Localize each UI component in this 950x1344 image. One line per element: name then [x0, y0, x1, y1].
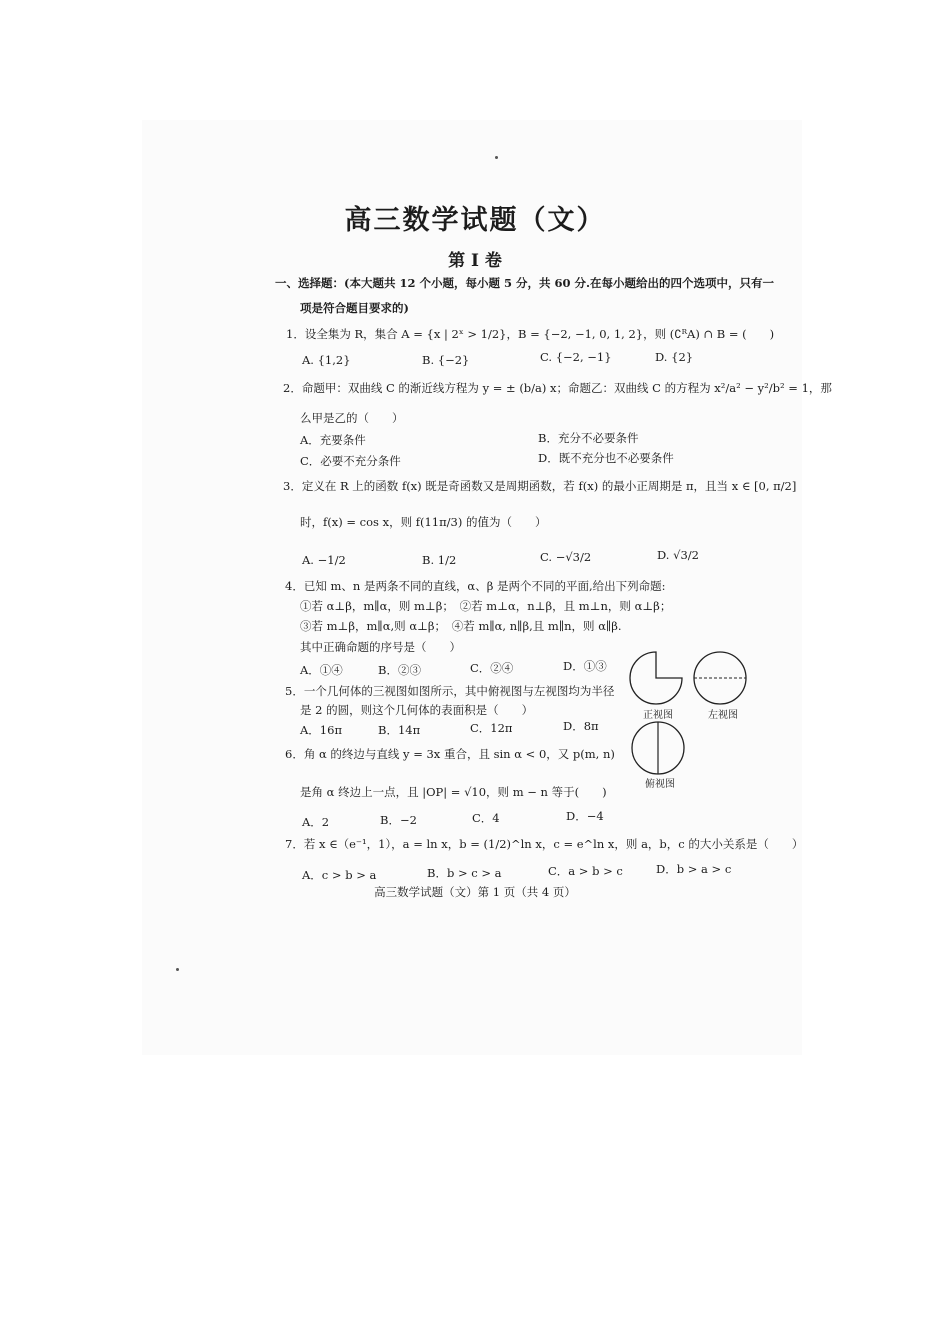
q2-option-b: B．充分不必要条件	[538, 431, 639, 445]
q1-option-b: B. {−2}	[422, 353, 470, 367]
q4-option-d: D．①③	[563, 659, 607, 673]
front-view	[630, 652, 682, 704]
q1-option-a: A. {1,2}	[302, 353, 351, 367]
page-title: 高三数学试题（文）	[344, 205, 606, 236]
q6-option-a: A．2	[302, 815, 330, 829]
q3-option-d: D. √3/2	[657, 548, 699, 562]
page-footer: 高三数学试题（文）第 1 页（共 4 页）	[374, 885, 576, 899]
question-6-stem: 6．角 α 的终边与直线 y = 3x 重合，且 sin α < 0，又 p(m, n)	[285, 747, 615, 761]
q2-option-a: A．充要条件	[300, 433, 366, 447]
q6-option-d: D．−4	[566, 809, 604, 823]
section-heading-line1: 一、选择题：(本大题共 12 个小题，每小题 5 分，共 60 分.在每小题给出的四个选项中，只有一	[275, 276, 774, 290]
q1-option-c: C. {−2, −1}	[540, 350, 612, 364]
question-4-prompt: 其中正确命题的序号是（ ）	[300, 640, 461, 654]
top-view-caption: 俯视图	[645, 779, 675, 790]
q7-option-c: C．a > b > c	[548, 864, 623, 878]
q5-option-c: C．12π	[470, 721, 513, 735]
q1-option-d: D. {2}	[655, 350, 694, 364]
question-3-stem-cont: 时，f(x) = cos x，则 f(11π/3) 的值为（ ）	[300, 515, 547, 529]
question-3-stem: 3．定义在 R 上的函数 f(x) 既是奇函数又是周期函数，若 f(x) 的最小正周期是 π，且当 x ∈ [0, π/2]	[283, 479, 797, 493]
scan-speck	[495, 156, 498, 159]
question-1-stem: 1．设全集为 R，集合 A = {x | 2ˣ > 1/2}，B = {−2, −1, 0, 1, 2}，则 (∁ᴿA) ∩ B = ( )	[286, 327, 775, 341]
section-heading-line2: 项是符合题目要求的)	[300, 301, 409, 315]
q7-option-d: D．b > a > c	[656, 862, 732, 876]
q6-option-c: C．4	[472, 811, 500, 825]
three-view-figure	[620, 648, 756, 808]
top-view	[632, 722, 684, 774]
scan-speck	[176, 968, 179, 971]
question-4-stem: 4．已知 m、n 是两条不同的直线，α、β 是两个不同的平面,给出下列命题:	[285, 579, 666, 593]
question-2-stem-cont: 么甲是乙的（ ）	[300, 411, 404, 425]
q5-option-a: A．16π	[300, 723, 342, 737]
question-7-stem: 7．若 x ∈（e⁻¹，1），a = ln x，b = (1/2)^ln x，c = e^ln x，则 a，b，c 的大小关系是（ ）	[285, 837, 804, 851]
question-2-stem: 2．命题甲：双曲线 C 的渐近线方程为 y = ± (b/a) x；命题乙：双曲线 C 的方程为 x²/a² − y²/b² = 1，那	[283, 381, 832, 395]
q3-option-c: C. −√3/2	[540, 550, 592, 564]
q4-option-a: A．①④	[300, 663, 343, 677]
q2-option-d: D．既不充分也不必要条件	[538, 451, 674, 465]
question-4-prop-1-2: ①若 α⊥β，m∥α，则 m⊥β； ②若 m⊥α，n⊥β，且 m⊥n，则 α⊥β；	[300, 599, 672, 613]
volume-label: 第 I 卷	[448, 251, 502, 271]
q7-option-a: A．c > b > a	[302, 868, 377, 882]
q3-option-a: A. −1/2	[302, 553, 346, 567]
q7-option-b: B．b > c > a	[427, 866, 502, 880]
front-view-caption: 正视图	[643, 710, 673, 721]
q4-option-c: C．②④	[470, 661, 514, 675]
q5-option-b: B．14π	[378, 723, 421, 737]
q5-option-d: D．8π	[563, 719, 599, 733]
q2-option-c: C．必要不充分条件	[300, 454, 401, 468]
q3-option-b: B. 1/2	[422, 553, 457, 567]
q4-option-b: B．②③	[378, 663, 421, 677]
question-4-prop-3-4: ③若 m⊥β，m∥α,则 α⊥β； ④若 m∥α, n∥β,且 m∥n，则 α∥β.	[300, 619, 622, 633]
question-6-stem-cont: 是角 α 终边上一点，且 |OP| = √10，则 m − n 等于( )	[300, 785, 607, 799]
left-view-caption: 左视图	[708, 710, 738, 721]
left-view	[694, 652, 746, 704]
question-5-stem: 5．一个几何体的三视图如图所示，其中俯视图与左视图均为半径	[285, 684, 615, 698]
q6-option-b: B．−2	[380, 813, 417, 827]
question-5-stem-cont: 是 2 的圆，则这个几何体的表面积是（ ）	[300, 703, 534, 717]
